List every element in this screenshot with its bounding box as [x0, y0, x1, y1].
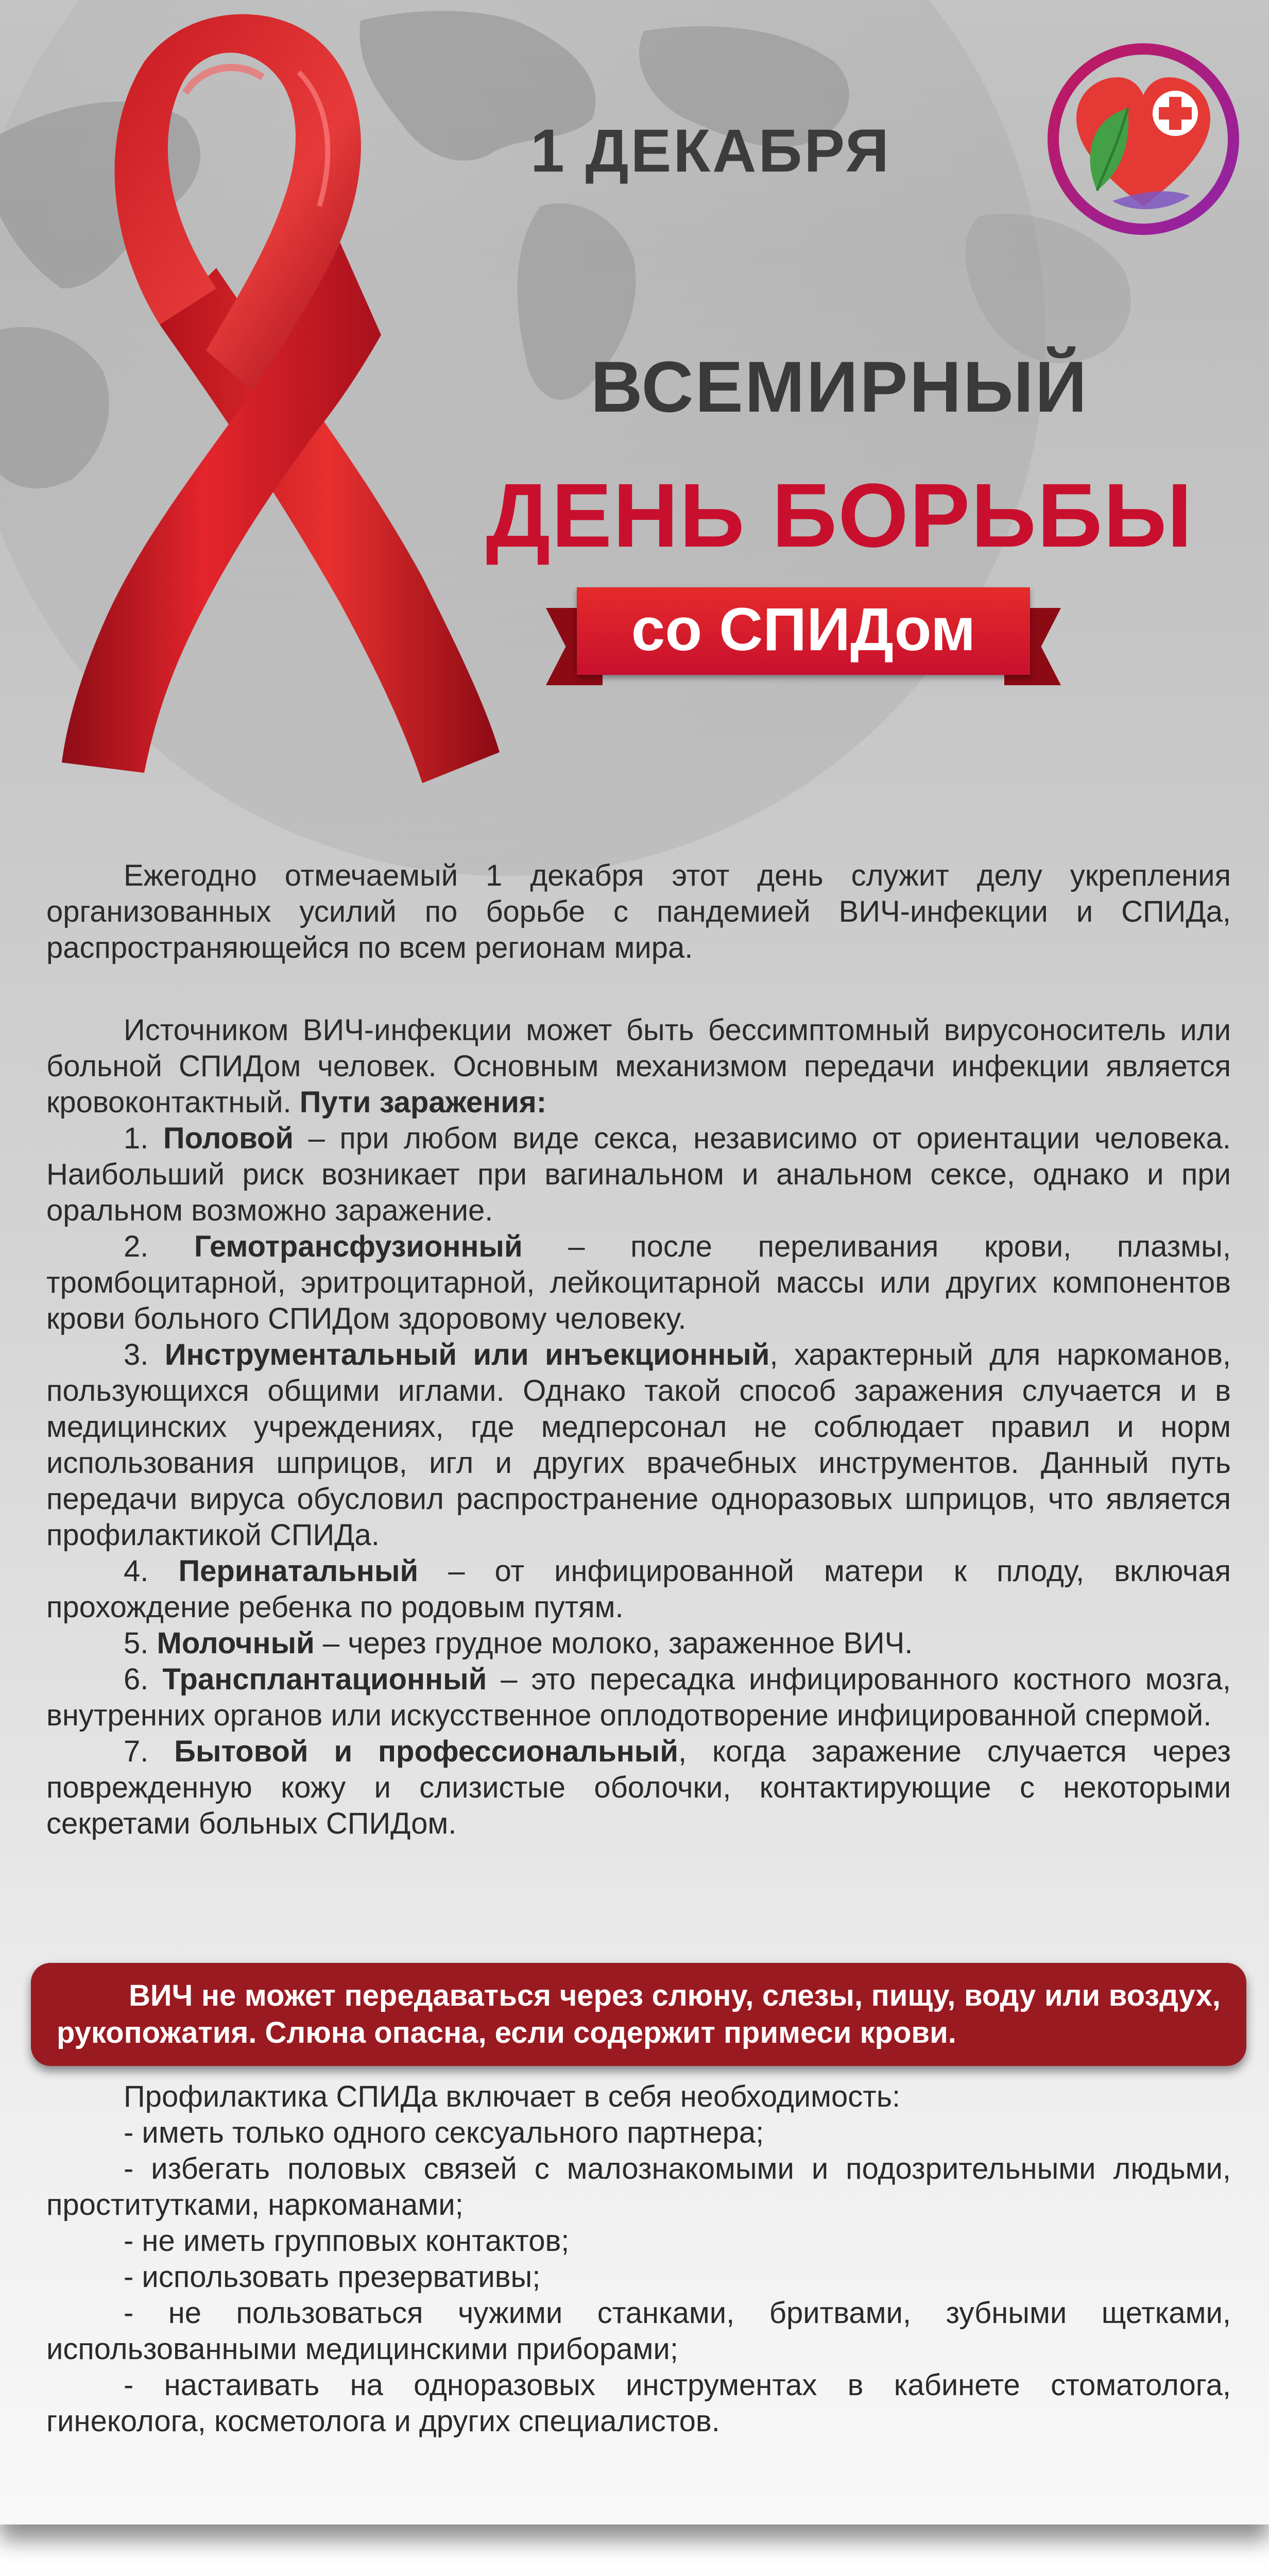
prevention-intro: Профилактика СПИДа включает в себя необходимость:	[124, 2080, 901, 2113]
intro-section	[46, 858, 1231, 966]
event-date: 1 ДЕКАБРЯ	[530, 117, 891, 185]
infection-section	[46, 1012, 1231, 1842]
title-line-1: ВСЕМИРНЫЙ	[590, 346, 1089, 427]
red-awareness-ribbon-icon	[31, 0, 525, 876]
prevention-item: - не пользоваться чужими станками, бритвами, зубными щетками, использованными медицинскими приборами;	[46, 2296, 1231, 2366]
prevention-section	[46, 2079, 1231, 2439]
prevention-item: - избегать половых связей с малознакомыми и подозрительными людьми, проститутками, наркоманами;	[46, 2152, 1231, 2222]
route-item: 3. Инструментальный или инъекционный, характерный для наркоманов, пользующихся общими иглами. Однако такой способ заражения случается и в медицинских учреждениях, где медперсонал не соблюдает правил и норм использования шприцов, игл и других врачебных инструментов. Данный путь передачи вируса обусловил распространение одноразовых шприцов, что является профилактикой СПИДа.	[46, 1338, 1231, 1552]
infection-text: Источником ВИЧ-инфекции может быть бессимптомный вирусоноситель или больной СПИДом человек. Основным механизмом передачи инфекции является кровоконтактный.	[46, 1013, 1231, 1119]
title-banner	[546, 587, 1061, 690]
route-item: 2. Гемотрансфузионный – после переливания крови, плазмы, тромбоцитарной, эритроцитарной, лейкоцитарной массы или других компонентов крови больного СПИДом здоровому человеку.	[46, 1230, 1231, 1335]
route-item: 4. Перинатальный – от инфицированной матери к плоду, включая прохождение ребенка по родовым путям.	[46, 1554, 1231, 1624]
route-item: 7. Бытовой и профессиональный, когда заражение случается через поврежденную кожу и слизистые оболочки, контактирующие с некоторыми секретами больных СПИДом.	[46, 1735, 1231, 1840]
notice-box	[31, 1963, 1246, 2066]
banner-label: со СПИДом	[631, 596, 976, 664]
heart-leaf-medical-cross-logo-icon	[1040, 36, 1246, 242]
infection-paragraph	[46, 1012, 1231, 1121]
prevention-item: - иметь только одного сексуального партнера;	[124, 2116, 764, 2149]
prevention-item: - использовать презервативы;	[124, 2260, 541, 2294]
route-item: 1. Половой – при любом виде секса, независимо от ориентации человека. Наибольший риск возникает при вагинальном и анальном сексе, однако и при оральном возможно заражение.	[46, 1122, 1231, 1227]
notice-text: ВИЧ не может передаваться через слюну, слезы, пищу, воду или воздух, рукопожатия. Слюна опасна, если содержит примеси крови.	[57, 1979, 1221, 2049]
prevention-item: - настаивать на одноразовых инструментах в кабинете стоматолога, гинеколога, косметолога и других специалистов.	[46, 2368, 1231, 2438]
route-item: 6. Трансплантационный – это пересадка инфицированного костного мозга, внутренних органов или искусственное оплодотворение инфицированной спермой.	[46, 1663, 1231, 1732]
prevention-item: - не иметь групповых контактов;	[124, 2224, 570, 2258]
routes-title: Пути заражения:	[299, 1086, 547, 1119]
title-line-2: ДЕНЬ БОРЬБЫ	[486, 465, 1193, 566]
route-item: 5. Молочный – через грудное молоко, зараженное ВИЧ.	[124, 1626, 913, 1660]
intro-paragraph: Ежегодно отмечаемый 1 декабря этот день служит делу укрепления организованных усилий по борьбе с пандемией ВИЧ-инфекции и СПИДа, распространяющейся по всем регионам мира.	[46, 859, 1231, 964]
